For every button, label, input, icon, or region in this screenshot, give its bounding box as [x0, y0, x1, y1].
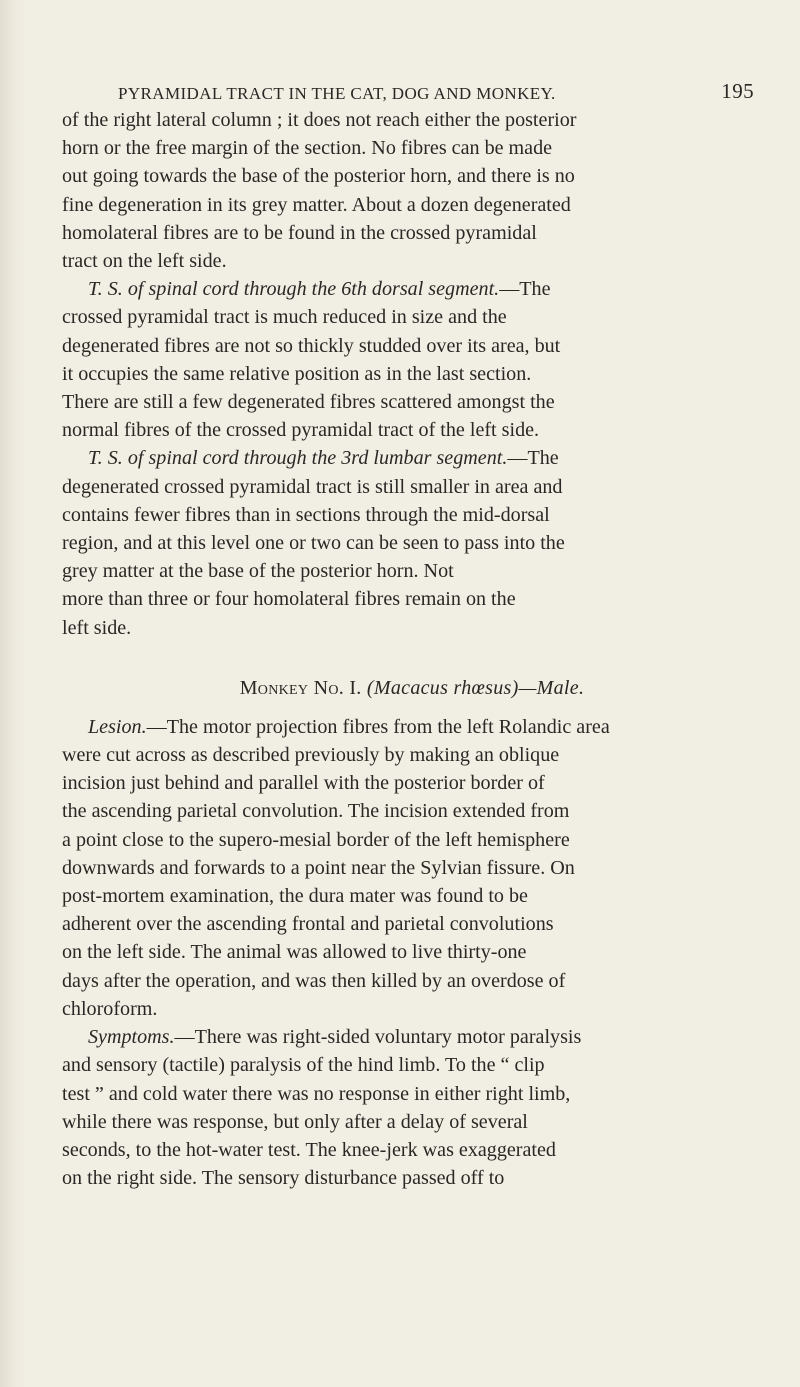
text-run: —The: [499, 278, 551, 301]
section-run-in-heading: T. S. of spinal cord through the 6th dorsal segment.: [88, 278, 500, 301]
text-line: incision just behind and parallel with the posterior border of: [62, 772, 545, 795]
text-line: the ascending parietal convolution. The incision extended from: [62, 800, 570, 823]
running-title: PYRAMIDAL TRACT IN THE CAT, DOG AND MONKEY.: [118, 84, 556, 103]
text-run: —The: [507, 447, 559, 470]
lesion-heading: Lesion.: [88, 715, 147, 738]
text-line: [62, 275, 762, 303]
text-line: chloroform.: [62, 997, 158, 1020]
text-line: grey matter at the base of the posterior horn. Not: [62, 560, 454, 583]
book-page: [62, 72, 762, 1192]
section-sex: —Male.: [518, 676, 585, 699]
text-line: on the right side. The sensory disturbance passed off to: [62, 1167, 505, 1190]
text-line: out going towards the base of the posterior horn, and there is no: [62, 165, 575, 188]
text-line: contains fewer fibres than in sections through the mid-dorsal: [62, 503, 550, 526]
section-run-in-heading: T. S. of spinal cord through the 3rd lumbar segment.: [88, 447, 508, 470]
text-line: of the right lateral column ; it does not reach either the posterior: [62, 109, 577, 131]
section-heading: [62, 677, 762, 700]
text-line: fine degeneration in its grey matter. About a dozen degenerated: [62, 193, 571, 216]
text-line: horn or the free margin of the section. No fibres can be made: [62, 137, 553, 160]
text-line: post-mortem examination, the dura mater was found to be: [62, 885, 528, 908]
text-line: a point close to the supero-mesial border of the left hemisphere: [62, 828, 570, 851]
text-line: degenerated fibres are not so thickly studded over its area, but: [62, 334, 561, 357]
paragraph-lumbar-segment: [62, 444, 762, 641]
paragraph-symptoms: [62, 1023, 762, 1192]
text-line: There are still a few degenerated fibres scattered amongst the: [62, 391, 555, 414]
text-line: downwards and forwards to a point near the Sylvian fissure. On: [62, 856, 575, 879]
section-label: Monkey No. I.: [239, 676, 362, 699]
text-line: and sensory (tactile) paralysis of the hind limb. To the “ clip: [62, 1054, 545, 1077]
text-line: were cut across as described previously by making an oblique: [62, 744, 560, 767]
text-line: region, and at this level one or two can be seen to pass into the: [62, 532, 565, 555]
page-binding-shadow: [0, 0, 26, 1387]
text-line: more than three or four homolateral fibres remain on the: [62, 588, 516, 611]
text-run: —The motor projection fibres from the left Rolandic area: [146, 715, 610, 738]
text-line: [62, 713, 762, 741]
text-line: on the left side. The animal was allowed to live thirty-one: [62, 941, 527, 964]
text-line: tract on the left side.: [62, 250, 227, 273]
text-line: test ” and cold water there was no response in either right limb,: [62, 1082, 571, 1105]
text-line: normal fibres of the crossed pyramidal tract of the left side.: [62, 419, 540, 442]
text-line: homolateral fibres are to be found in the crossed pyramidal: [62, 221, 537, 244]
text-line: degenerated crossed pyramidal tract is still smaller in area and: [62, 475, 563, 498]
text-line: crossed pyramidal tract is much reduced in size and the: [62, 306, 507, 329]
running-header: [62, 72, 762, 106]
text-run: —There was right-sided voluntary motor paralysis: [174, 1026, 582, 1049]
page-number: 195: [721, 79, 754, 103]
text-line: while there was response, but only after a delay of several: [62, 1110, 528, 1133]
symptoms-heading: Symptoms.: [88, 1026, 175, 1049]
text-line: seconds, to the hot-water test. The knee-jerk was exaggerated: [62, 1138, 556, 1161]
text-line: [62, 444, 762, 472]
text-line: it occupies the same relative position as in the last section.: [62, 362, 532, 385]
text-line: [62, 1023, 762, 1051]
text-line: adherent over the ascending frontal and parietal convolutions: [62, 913, 554, 936]
paragraph-dorsal-segment: [62, 275, 762, 444]
paragraph-lesion: [62, 713, 762, 1023]
text-line: days after the operation, and was then killed by an overdose of: [62, 969, 566, 992]
text-line: left side.: [62, 616, 132, 639]
paragraph-continuation: [62, 106, 762, 275]
section-species: (Macacus rhœsus): [366, 676, 519, 699]
